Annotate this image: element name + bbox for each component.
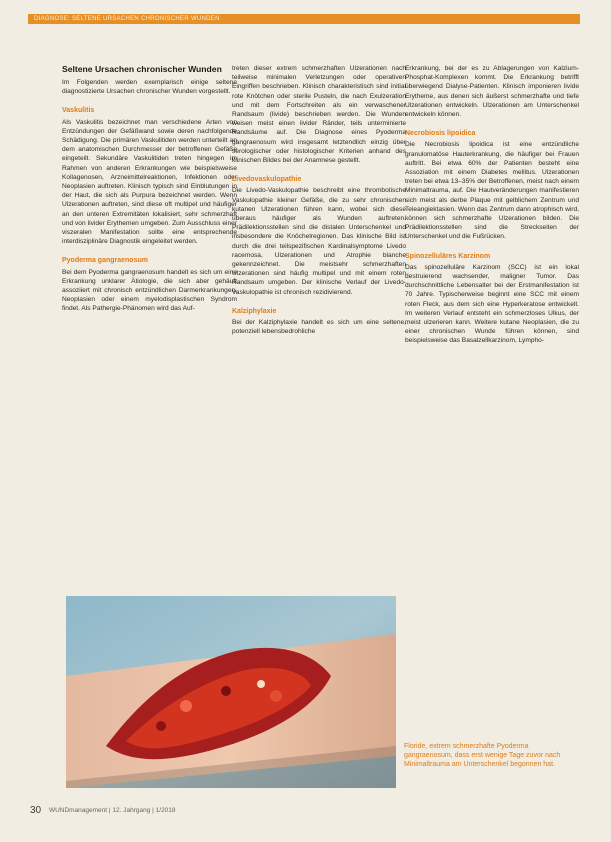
section-text-continued: Erkrankung, bei der es zu Ablagerungen von Kalzium-Phosphat-Komplexen kommt. Die Erkrankung betrifft überwiegend Dialyse-Patienten. Klinisch imponieren livide Erytheme, aus denen sich äußerst schmerzhafte und tiefe Ulzerationen entwickeln. Ulzerationen am Unterschenkel entwickeln können.: [405, 65, 579, 119]
section-heading: Necrobiosis lipoidica: [405, 130, 476, 138]
photo-caption: Floride, extrem schmerzhafte Pyoderma gangraenosum, dass erst wenige Tage zuvor nach Minimaltrauma am Unterschenkel begonnen hat.: [404, 743, 561, 769]
page-footer: [30, 805, 290, 817]
wound-detail: [257, 680, 265, 688]
section-necrobiosis: [405, 129, 579, 241]
section-text: Als Vaskulitis bezeichnet man verschiedene Arten von Entzündungen der Gefäßwand sowie deren nachfolgende Schädigung. Die primären Vaskulitiden werden unterteilt an dem anatomischen Durchmesser der betroffenen Gefäße eingeteilt. Sekundäre Vaskulitiden treten hingegen im Rahmen von anderen Erkrankungen wie beispielsweise Kollagenosen, Arzneimittelreaktionen, Infektionen oder Neoplasien auftreten. Klinisch typisch sind Einblutungen in der Haut, die sich als Purpura bezeichnet werden. Wenn Ulzerationen auftreten, sind diese oft multipel und häufiger an den unteren Extremitäten lokalisiert, sehr schmerzhaft und von livider Erythemen umgeben. Zum Ausschluss einer viszeralen Manifestation sollte eine entsprechende interdisziplinäre Diagnostik eingeleitet werden.: [62, 118, 237, 246]
section-header-bar: [28, 14, 580, 24]
page-number: 30: [30, 805, 42, 816]
wound-detail: [180, 700, 192, 712]
section-heading: Livedovaskulopathie: [232, 176, 302, 184]
section-heading: Kalziphylaxie: [232, 307, 277, 315]
section-text-continued: treten dieser extrem schmerzhaften Ulzerationen nach teilweise minimalen Verletzungen oder operativen Eingriffen beschrieben. Klinisch charakteristisch sind initial rote Knötchen oder sterile Pusteln, die nach Exulzeration und mit dem Fortschreiten als ein verwaschener Randsaum (livide) beschrieben werden. Die Wunden weisen meist einen livider Ränder, teils unterminierte Randsäume auf. Die Diagnose eines Pyoderma gangraenosum wird insgesamt letztendlich einzig über serologischer oder histologischer Kriterien anhand des klinischen Bildes bei der Anamnese gestellt.: [232, 65, 406, 165]
wound-photo-image: [66, 596, 396, 788]
article-intro: Im Folgenden werden exemplarisch einige seltene diagnostizierte Ursachen chronischer Wunden vorgestellt.: [62, 79, 237, 96]
section-kalziphylaxie: [232, 307, 406, 337]
wound-photo: [66, 596, 396, 788]
section-livedovaskulopathie: [232, 175, 406, 297]
wound-detail: [156, 721, 166, 731]
section-vaskulitis: [62, 106, 237, 246]
section-karzinom: [405, 252, 579, 346]
article-title: Seltene Ursachen chronischer Wunden: [62, 64, 222, 74]
column-right: [405, 64, 579, 356]
section-text: Die Necrobiosis lipoidica ist eine entzündliche granulomatöse Hauterkrankung, die häufiger bei Frauen auftritt. Bei etwa 60% der Patienten besteht eine Assoziation mit einem Diabetes mellitus. Ulzerationen treten bei etwa 13–35% der Betroffenen, meist nach einem Minimaltrauma, auf. Die Hautveränderungen manifestieren sich meist als derbe Plaque mit gelblichem Zentrum und Teleangiektasien. Wenn das Zentrum dann atrophisch wird, können sich schmerzhafte Ulzerationen bilden. Die Prädilektionsstellen sind die Streckseiten der Unterschenkel und die Fußrücken.: [405, 141, 579, 241]
section-text: Die Livedo-Vaskulopathie beschreibt eine thrombotische Vaskulopathie kleiner Gefäße, die zu sehr chronischen kutanen Ulzerationen führen kann, wobei sich diese überaus häufiger als Wunden auftreten. Prädilektionsstellen sind die distalen Unterschenkel und insbesondere die Knöchelregionen. Das klinische Bild ist durch die drei teilspezifischen Kardinalsymptome Livedo racemosa, Ulzerationen und Atrophie blanche gekennzeichnet. Die meistsehr schmerzhaften Ulzerationen sind häufig multipel und mit einem roten Randsaum umgeben. Der klinische Verlauf der Livedo-Vaskulopathie ist chronisch rezidivierend.: [232, 187, 406, 296]
wound-detail: [270, 690, 282, 702]
column-left: [62, 64, 237, 324]
section-header-label: DIAGNOSE: SELTENE URSACHEN CHRONISCHER WUNDEN: [34, 16, 220, 22]
wound-detail: [221, 686, 231, 696]
section-heading: Spinozelluläres Karzinom: [405, 252, 491, 260]
publication-info: WUNDmanagement | 12. Jahrgang | 1/2018: [48, 807, 176, 814]
section-heading: Vaskulitis: [62, 107, 95, 115]
column-middle: [232, 64, 406, 346]
section-pyoderma: [62, 256, 237, 313]
section-text: Das spinozelluläre Karzinom (SCC) ist ein lokal destruierend wachsender, maligner Tumor. Das durchschnittliche Lebensalter bei der Erstmanifestation ist 70 Jahre. Typischerweise beginnt eine SCC mit einem roten Fleck, aus dem sich eine Hyperkeratose entwickelt. Im weiteren Verlauf entsteht ein schmerzloses Ulkus, der meist ulzerieren kann. Weitere kutane Neoplasien, die zu einer chronischen Wunde führen können, sind beispielsweise das Basalzellkarzinom, Lympho-: [405, 263, 579, 345]
section-text: Bei dem Pyoderma gangraenosum handelt es sich um eine Erkrankung unklarer Ätiologie, die sich aber gehäuft assoziiert mit chronisch entzündlichen Darmerkrankungen, Neoplasien oder einem myelodisplastischen Syndrom findet. Als Pathergie-Phänomen wird das Auf-: [62, 268, 237, 313]
section-heading: Pyoderma gangraenosum: [62, 257, 148, 265]
section-text: Bei der Kalziphylaxie handelt es sich um eine seltene, potenziell lebensbedrohliche: [232, 319, 406, 336]
